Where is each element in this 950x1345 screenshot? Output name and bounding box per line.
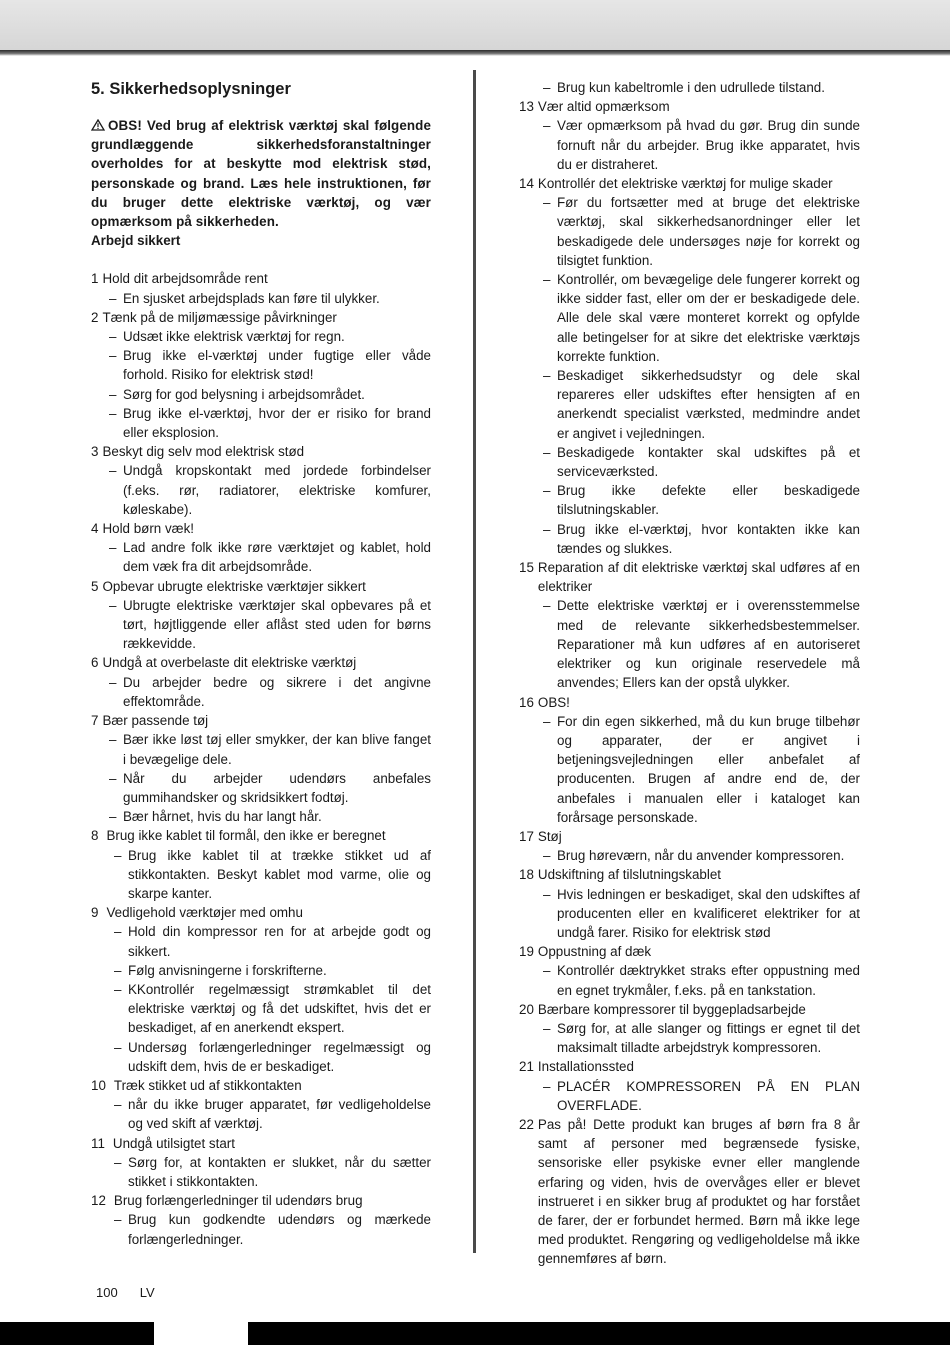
bullet-text: Sørg for, at alle slanger og fittings er egnet til det maksimalt tilladte arbejdstryk kompressoren. — [557, 1020, 860, 1056]
dash-marker: – — [109, 540, 117, 556]
section-heading — [91, 1134, 431, 1153]
bullet-item — [114, 1038, 431, 1076]
section-heading-text: OBS! — [537, 694, 570, 710]
section-heading — [91, 442, 431, 461]
section-item — [519, 1057, 860, 1115]
dash-marker: – — [114, 1212, 122, 1228]
warning-paragraph — [91, 116, 431, 231]
bullet-text: Brug kun kabeltromle i den udrullede tilstand. — [557, 80, 825, 95]
dash-marker: – — [543, 444, 551, 460]
section-heading-text: Støj — [537, 828, 562, 844]
section-number: 5 — [91, 578, 99, 594]
section-item — [91, 826, 431, 903]
right-column — [519, 78, 860, 1269]
bullet-item — [109, 596, 431, 654]
bullet-item — [543, 520, 860, 558]
dash-marker: – — [543, 598, 551, 614]
section-number: 10 — [91, 1077, 106, 1093]
section-number: 7 — [91, 713, 99, 729]
bullet-text: Du arbejder bedre og sikrere i det angivne effektområde. — [123, 674, 431, 709]
bullet-text: Vær opmærksom på hvad du gør. Brug din sunde fornuft når du arbejder. Brug ikke apparatet, hvis du er distraheret. — [557, 118, 860, 172]
section-item — [519, 693, 860, 827]
bullet-item — [109, 769, 431, 807]
section-number: 18 — [519, 867, 534, 883]
section-heading-text: Reparation af dit elektriske værktøj skal udføres af en elektriker — [537, 560, 860, 595]
section-heading — [91, 711, 431, 730]
bullet-item — [109, 730, 431, 768]
section-heading-text: Brug forlængerledninger til udendørs brug — [113, 1193, 363, 1209]
section-item — [91, 711, 431, 826]
section-number: 20 — [519, 1001, 534, 1017]
bullet-item — [114, 846, 431, 904]
bullet-item — [543, 78, 860, 97]
section-item — [91, 577, 431, 654]
section-number: 14 — [519, 176, 534, 192]
section-number: 8 — [91, 828, 99, 844]
bullet-item — [543, 481, 860, 519]
section-item — [519, 174, 860, 558]
page-language: LV — [139, 1285, 155, 1300]
bullet-item — [543, 443, 860, 481]
section-number: 11 — [91, 1135, 105, 1151]
bullet-item — [543, 961, 860, 999]
bullet-text: Lad andre folk ikke røre værktøjet og kablet, hold dem væk fra dit arbejdsområde. — [123, 540, 431, 575]
bullet-item — [109, 673, 431, 711]
section-heading-text: Vedligehold værktøjer med omhu — [106, 905, 303, 921]
bullet-text: Dette elektriske værktøj er i overensstemmelse med de relevante sikkerhedsbestemmelser. Reparationer må kun udføres af en autoriseret elektriker og kun originale reservedele må anvendes; Ellers kan der opstå ulykker. — [557, 598, 860, 691]
section-item — [91, 519, 431, 577]
bullet-item — [114, 980, 431, 1038]
bullet-item — [543, 596, 860, 692]
warning-text: OBS! Ved brug af elektrisk værktøj skal følgende grundlæggende sikkerhedsforanstaltninger overholdes for at beskytte mod elektrisk stød, personskade og brand. Læs hele instruktionen, før du bruger dette elektriske værktøj, og vær opmærksom på sikkerheden. — [91, 118, 431, 230]
bullet-text: Hvis ledningen er beskadiget, skal den udskiftes af producenten eller en kvalificeret elektriker for at undgå farer. Risiko for elektrisk stød — [557, 886, 860, 940]
dash-marker: – — [114, 924, 122, 940]
section-heading-text: Træk stikket ud af stikkontakten — [113, 1077, 302, 1093]
dash-marker: – — [114, 981, 122, 997]
section-item — [519, 1115, 860, 1269]
section-number: 2 — [91, 309, 99, 325]
bullet-text: Beskadigede kontakter skal udskiftes på et serviceværksted. — [557, 444, 860, 480]
bullet-item — [543, 116, 860, 174]
dash-marker: – — [543, 483, 551, 499]
section-number: 21 — [519, 1059, 534, 1075]
section-heading — [91, 269, 431, 288]
bullet-text: når du ikke bruger apparatet, før vedligeholdelse og ved skift af værktøj. — [128, 1097, 431, 1132]
dash-marker: – — [114, 1039, 122, 1055]
bullet-item — [114, 1095, 431, 1133]
section-heading — [91, 653, 431, 672]
dash-marker: – — [109, 732, 117, 748]
section-number: 6 — [91, 655, 99, 671]
dash-marker: – — [543, 272, 551, 288]
section-title: 5. Sikkerhedsoplysninger — [91, 80, 291, 98]
header-band — [0, 0, 950, 50]
bullet-text: Brug ikke el-værktøj, hvor der er risiko for brand eller eksplosion. — [123, 405, 431, 441]
page-number: 100 — [96, 1285, 118, 1300]
bullet-item — [543, 712, 860, 827]
bullet-item — [114, 922, 431, 960]
dash-marker: – — [109, 674, 117, 690]
section-heading-text: Pas på! Dette produkt kan bruges af børn fra 8 år samt af personer med begrænsede fysiske, sensoriske eller psykiske evner eller manglende erfaring og viden, hvis de overvåges eller er blevet instrueret i en sikker brug af produktet og har forstået de farer, der er forbundet hermed. Børn må ikke lege med produktet. Rengøring og vedligeholdelse må ikke gennemføres af børn. — [537, 1116, 860, 1267]
section-heading — [91, 519, 431, 538]
section-heading — [91, 903, 431, 922]
bullet-text: Sørg for, at kontakten er slukket, når du sætter stikket i stikkontakten. — [128, 1154, 431, 1189]
section-number: 12 — [91, 1193, 106, 1209]
section-item — [91, 308, 431, 442]
section-item — [91, 1191, 431, 1249]
bullet-text: Kontrollér, om bevægelige dele fungerer korrekt og ikke sidder fast, eller om der er beskadigede dele. Alle dele skal være monteret korrekt og opfylde alle betingelser for at sikre det elektriske værktøjs korrekte funktion. — [557, 272, 860, 364]
right-section-list — [519, 97, 860, 1268]
section-number: 3 — [91, 444, 99, 460]
left-section-list — [91, 269, 431, 1248]
section-heading-text: Installationssted — [537, 1059, 634, 1075]
section-item — [519, 865, 860, 942]
dash-marker: – — [109, 348, 117, 364]
section-item — [519, 827, 860, 865]
bullet-text: Ubrugte elektriske værktøjer skal opbevares på et tørt, højtliggende eller aflåst sted uden for børns rækkevidde. — [123, 597, 431, 652]
section-heading-text: Hold dit arbejdsområde rent — [102, 271, 268, 287]
page-footer — [96, 1285, 177, 1301]
section-number: 16 — [519, 694, 534, 710]
section-item — [91, 442, 431, 519]
column-divider — [473, 70, 476, 1253]
section-heading — [519, 865, 860, 884]
section-heading-text: Undgå at overbelaste dit elektriske værktøj — [102, 655, 357, 671]
bullet-text: Brug ikke el-værktøj under fugtige eller våde forhold. Risiko for elektrisk stød! — [123, 348, 431, 383]
bullet-text: Følg anvisningerne i forskrifterne. — [128, 962, 327, 978]
bullet-item — [109, 461, 431, 519]
header-shadow — [0, 50, 950, 56]
section-item — [91, 1134, 431, 1192]
bullet-item — [109, 385, 431, 404]
dash-marker: – — [114, 962, 122, 978]
bullet-text: Bær hårnet, hvis du har langt hår. — [123, 809, 322, 825]
dash-marker: – — [109, 597, 117, 613]
section-heading-text: Oppustning af dæk — [537, 944, 652, 960]
section-number: 17 — [519, 828, 534, 844]
section-heading — [91, 308, 431, 327]
section-heading — [519, 1115, 860, 1269]
section-number: 13 — [519, 99, 534, 115]
section-item — [519, 1000, 860, 1058]
bullet-item — [109, 327, 431, 346]
bullet-text: Brug kun godkendte udendørs og mærkede forlængerledninger. — [128, 1212, 431, 1247]
bullet-text: Hold din kompressor ren for at arbejde godt og sikkert. — [128, 924, 431, 959]
bullet-text: Brug høreværn, når du anvender kompressoren. — [557, 848, 845, 864]
bullet-text: Beskadiget sikkerhedsudstyr og dele skal repareres eller udskiftes efter hensigten af en anerkendt specialist værksted, medmindre andet er angivet i vejledningen. — [557, 368, 860, 441]
dash-marker: – — [109, 770, 117, 786]
bullet-item — [109, 538, 431, 576]
dash-marker: – — [543, 195, 551, 211]
section-heading-text: Bær passende tøj — [102, 713, 209, 729]
section-heading — [91, 1076, 431, 1095]
section-heading-text: Bærbare kompressorer til byggepladsarbejde — [537, 1001, 806, 1017]
warning-triangle-icon — [91, 119, 105, 131]
section-heading-text: Undgå utilsigtet start — [112, 1135, 235, 1151]
section-number: 19 — [519, 944, 534, 960]
section-item — [91, 269, 431, 307]
bullet-text: Brug ikke defekte eller beskadigede tilslutningskabler. — [557, 483, 860, 518]
dash-marker: – — [543, 848, 551, 864]
dash-marker: – — [109, 329, 117, 345]
section-heading — [519, 1000, 860, 1019]
section-number: 15 — [519, 560, 534, 576]
bullet-text: PLACÉR KOMPRESSOREN PÅ EN PLAN OVERFLADE. — [557, 1078, 860, 1113]
bullet-text: Undgå kropskontakt med jordede forbindelser (f.eks. rør, radiatorer, elektriske komfurer, køleskabe). — [123, 463, 431, 517]
left-column — [91, 78, 431, 1249]
bullet-text: Når du arbejder udendørs anbefales gummihandsker og skridsikkert fodtøj. — [123, 770, 431, 805]
bullet-item — [543, 846, 860, 865]
bullet-text: Udsæt ikke elektrisk værktøj for regn. — [123, 329, 345, 345]
dash-marker: – — [543, 1078, 551, 1094]
dash-marker: – — [114, 1154, 122, 1170]
bullet-item — [543, 366, 860, 443]
section-heading-text: Kontrollér det elektriske værktøj for mulige skader — [537, 176, 833, 192]
section-heading-text: Vær altid opmærksom — [537, 99, 670, 115]
section-heading-text: Tænk på de miljømæssige påvirkninger — [102, 309, 337, 325]
dash-marker: – — [543, 368, 551, 384]
dash-marker: – — [543, 118, 551, 134]
bullet-item — [543, 1019, 860, 1057]
dash-marker: – — [114, 1097, 122, 1113]
bullet-item — [543, 1077, 860, 1115]
dash-marker: – — [109, 386, 117, 402]
bullet-item — [109, 404, 431, 442]
dash-marker: – — [543, 1020, 551, 1036]
dash-marker: – — [109, 290, 117, 306]
bullet-text: KKontrollér regelmæssigt strømkablet til det elektriske værktøj og få det udskiftet, hvis det er beskadiget, af en anerkendt ekspert. — [128, 981, 431, 1036]
section-heading — [519, 97, 860, 116]
section-heading-text: Beskyt dig selv mod elektrisk stød — [102, 444, 305, 460]
section-item — [91, 653, 431, 711]
bullet-text: Før du fortsætter med at bruge det elektriske værktøj, skal sikkerhedsanordninger eller let beskadigede dele undersøges nøje for korrekt og tilsigtet funktion. — [557, 195, 860, 268]
bullet-text: En sjusket arbejdsplads kan føre til ulykker. — [123, 290, 380, 306]
footer-band-gap — [154, 1322, 248, 1345]
section-item — [519, 558, 860, 692]
section-heading — [519, 558, 860, 596]
section-number: 1 — [91, 271, 99, 287]
bullet-item — [114, 1153, 431, 1191]
bullet-text: Kontrollér dæktrykket straks efter oppustning med en egnet trykmåler, f.eks. på en tankstation. — [557, 963, 860, 998]
dash-marker: – — [543, 521, 551, 537]
section-item — [91, 1076, 431, 1134]
dash-marker: – — [109, 405, 117, 421]
section-heading — [91, 1191, 431, 1210]
section-heading — [519, 827, 860, 846]
section-heading — [519, 942, 860, 961]
subheading-work-safely: Arbejd sikkert — [91, 233, 181, 249]
section-heading-text: Opbevar ubrugte elektriske værktøjer sikkert — [102, 578, 366, 594]
section-item — [519, 97, 860, 174]
bullet-item — [109, 346, 431, 384]
bullet-item — [543, 270, 860, 366]
section-heading — [519, 174, 860, 193]
bullet-text: For din egen sikkerhed, må du kun bruge tilbehør og apparater, der er angivet i betjeningsvejledningen eller anbefalet af producenten. Brugen af andre end de, der anbefales i manualen eller i kataloget kan forårsage personskade. — [557, 713, 860, 825]
section-item — [91, 903, 431, 1076]
section-number: 9 — [91, 905, 99, 921]
bullet-text: Brug ikke kablet til at trække stikket ud af stikkontakten. Beskyt kablet mod varme, olie og skarpe kanter. — [128, 847, 431, 901]
bullet-item — [114, 1210, 431, 1248]
dash-marker: – — [109, 463, 117, 479]
bullet-item — [543, 193, 860, 270]
section-heading — [91, 577, 431, 596]
dash-marker: – — [543, 80, 551, 95]
section-item — [519, 942, 860, 1000]
section-heading — [519, 1057, 860, 1076]
section-heading-text: Brug ikke kablet til formål, den ikke er beregnet — [106, 828, 386, 844]
footer-band — [0, 1322, 950, 1345]
bullet-text: Sørg for god belysning i arbejdsområdet. — [123, 386, 365, 402]
bullet-item — [109, 289, 431, 308]
dash-marker: – — [543, 886, 551, 902]
dash-marker: – — [543, 713, 551, 729]
right-lead-items — [519, 78, 860, 97]
section-number: 22 — [519, 1116, 534, 1132]
section-heading-text: Hold børn væk! — [102, 521, 194, 537]
section-heading — [91, 826, 431, 845]
section-heading — [519, 693, 860, 712]
bullet-item — [114, 961, 431, 980]
dash-marker: – — [114, 847, 122, 863]
section-heading-text: Udskiftning af tilslutningskablet — [537, 867, 722, 883]
bullet-text: Brug ikke el-værktøj, hvor kontakten ikke kan tændes og slukkes. — [557, 521, 860, 556]
dash-marker: – — [543, 963, 551, 979]
bullet-text: Bær ikke løst tøj eller smykker, der kan blive fanget i bevægelige dele. — [123, 732, 431, 767]
dash-marker: – — [109, 809, 117, 825]
bullet-item — [109, 807, 431, 826]
section-number: 4 — [91, 521, 99, 537]
bullet-item — [543, 885, 860, 943]
bullet-text: Undersøg forlængerledninger regelmæssigt og udskift dem, hvis de er beskadiget. — [128, 1039, 431, 1074]
